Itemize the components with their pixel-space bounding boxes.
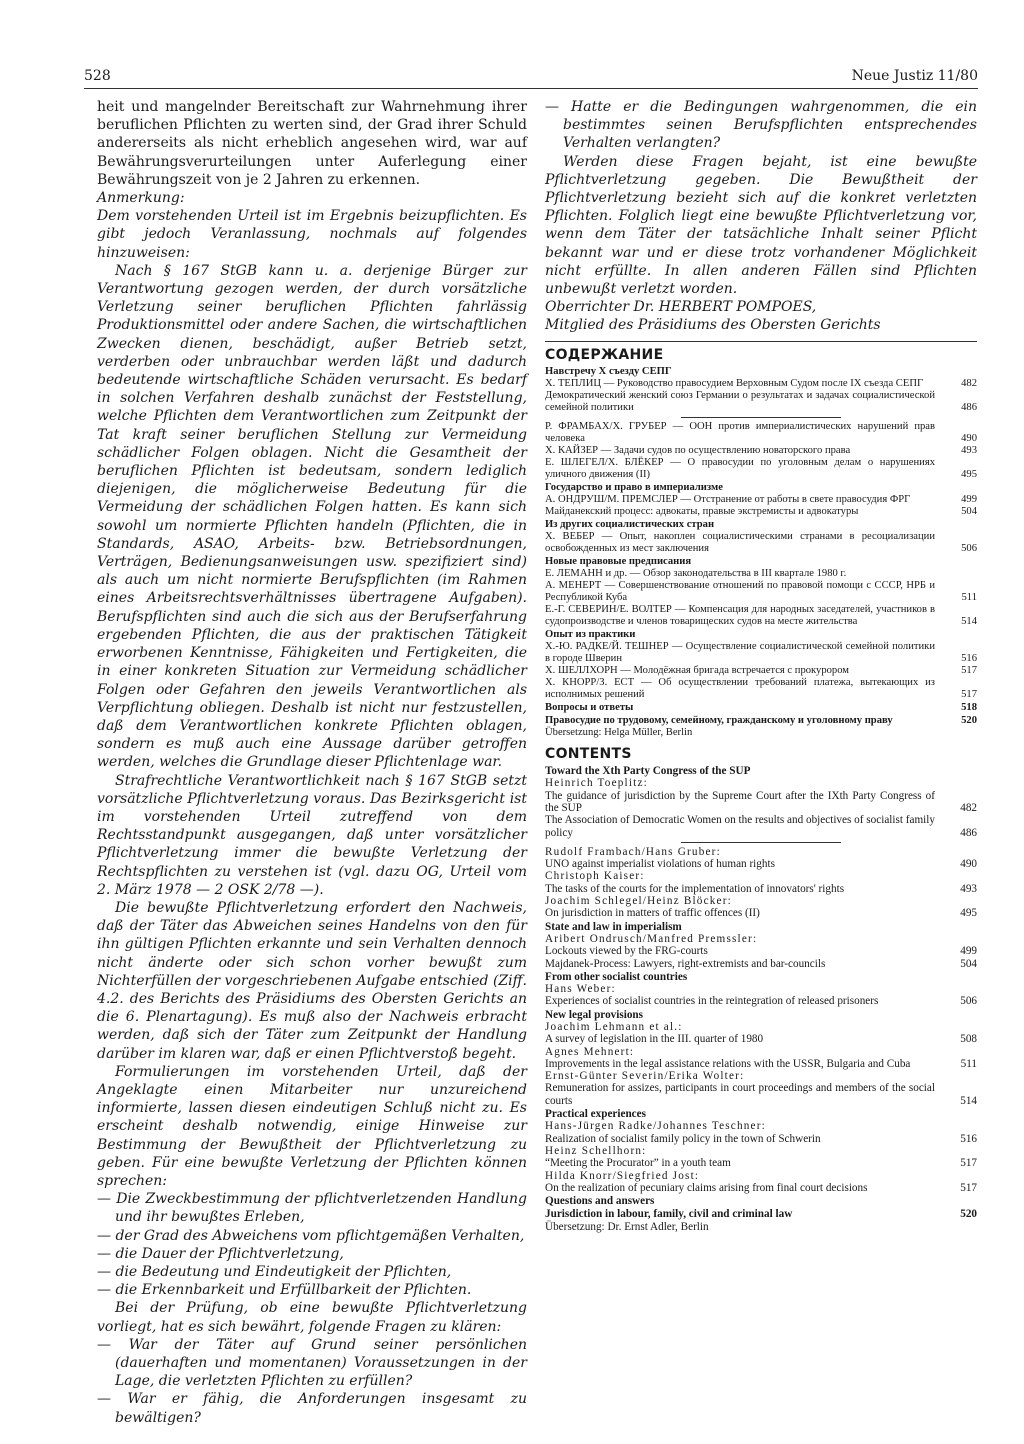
toc-page-number: 490 — [960, 858, 977, 871]
list-item: — der Grad des Abweichens vom pflichtgemäßen Verhalten, — [97, 1227, 525, 1244]
toc-entry — [545, 1133, 977, 1145]
toc-entry-text: The Association of Democratic Women on the results and objectives of socialist family policy — [545, 814, 935, 839]
toc-entry-text: Hans-Jürgen Radke/Johannes Teschner: — [545, 1120, 766, 1133]
toc-entry-text: А. МЕНЕРТ — Совершенствование отношений по правовой помощи с СССР, НРБ и Республикой Куба — [545, 579, 935, 603]
toc-entry-text: Вопросы и ответы — [545, 701, 634, 713]
toc-entry-text: Демократический женский союз Германии о результатах и задачах социалистической семейной политики — [545, 389, 935, 413]
toc-page-number: 506 — [961, 542, 977, 554]
list-item: — die Erkennbarkeit und Erfüllbarkeit der Pflichten. — [97, 1282, 472, 1299]
toc-entry — [545, 421, 977, 445]
toc-entry-text: Е. ЛЕМАНН и др. — Обзор законодательства в III квартале 1980 г. — [545, 567, 847, 579]
toc-page-number: 518 — [961, 701, 977, 713]
toc-entry — [545, 677, 977, 701]
toc-entry-text: Rudolf Frambach/Hans Gruber: — [545, 845, 721, 858]
list-item: — War der Täter auf Grund seiner persönlichen (dauerhaften und momentanen) Voraussetzungen in der Lage, die verletzten Pflichten zu erfüllen? — [97, 1336, 527, 1390]
toc-entry-text: Правосудие по трудовому, семейному, гражданскому и уголовному праву — [545, 714, 893, 726]
paragraph: Strafrechtliche Verantwortlichkeit nach § 167 StGB setzt vorsätzliche Pflichtverletzung voraus. Das Bezirksgericht ist im vorstehenden Urteil zutreffend von dem Rechtsstandpunkt ausgegangen, daß unter vorsätzlicher Pflichtverletzung immer die bewußte Verletzung der Rechtspflichten zu verstehen ist (vgl. dazu OG, Urteil vom 2. März 1978 — 2 OSK 2/78 —). — [97, 772, 527, 898]
toc-entry — [545, 727, 977, 739]
toc-category — [545, 1009, 977, 1021]
toc-page-number: 506 — [960, 995, 977, 1008]
toc-entry — [545, 995, 977, 1007]
toc-page-number: 493 — [961, 444, 977, 456]
toc-author — [545, 1070, 977, 1082]
toc-entry-text: Jurisdiction in labour, family, civil and criminal law — [545, 1208, 793, 1221]
list-item: — War er fähig, die Anforderungen insgesamt zu bewältigen? — [97, 1391, 527, 1426]
toc-page-number: 482 — [961, 377, 977, 389]
toc-entry-text: Государство и право в империализме — [545, 481, 723, 493]
ru-table-of-contents — [545, 366, 977, 739]
toc-category — [545, 519, 977, 531]
toc-category — [545, 1108, 977, 1120]
toc-entry-text: New legal provisions — [545, 1008, 643, 1021]
toc-page-number: 517 — [961, 664, 977, 676]
toc-page-number: 514 — [960, 1094, 977, 1107]
toc-page-number: 499 — [961, 493, 977, 505]
toc-entry-text: The tasks of the courts for the implementation of innovators' rights — [545, 882, 845, 895]
toc-entry — [545, 580, 977, 604]
right-column-text — [545, 98, 977, 335]
toc-page-number: 514 — [961, 615, 977, 627]
toc-category — [545, 556, 977, 568]
list-item: — die Dauer der Pflichtverletzung, — [97, 1245, 344, 1262]
toc-entry-text: On the realization of pecuniary claims arising from final court decisions — [545, 1181, 868, 1194]
toc-page-number: 517 — [960, 1157, 977, 1170]
ru-toc-title: СОДЕРЖАНИЕ — [545, 346, 664, 363]
toc-category — [545, 1208, 977, 1220]
toc-entry — [545, 945, 977, 957]
paragraph: heit und mangelnder Bereitschaft zur Wahrnehmung ihrer beruflichen Pflichten zu werten sind, der Grad ihrer Schuld andererseits als nicht erheblich angesehen wird, war auf Bewährungsverurteilungen unter Auferlegung einer Bewährungszeit von je 2 Jahren zu erkennen. — [97, 99, 527, 188]
toc-entry — [545, 1182, 977, 1194]
toc-entry — [545, 814, 977, 839]
toc-entry — [545, 907, 977, 919]
toc-entry-text: Е. ШЛЕГЕЛ/Х. БЛЁКЕР — О правосудии по уголовным делам о нарушениях уличного движения (II) — [545, 456, 935, 480]
left-column — [97, 98, 527, 1427]
toc-entry-text: Questions and answers — [545, 1195, 655, 1208]
toc-entry-text: UNO against imperialist violations of human rights — [545, 858, 775, 871]
toc-divider — [545, 341, 977, 342]
toc-entry-text: Christoph Kaiser: — [545, 870, 645, 883]
toc-entry — [545, 641, 977, 665]
toc-entry-text: Навстречу X съезду СЕПГ — [545, 365, 672, 377]
page-header — [84, 66, 978, 89]
toc-entry — [545, 531, 977, 555]
toc-entry — [545, 506, 977, 518]
toc-entry — [545, 958, 977, 970]
toc-entry-text: Х. ТЕПЛИЦ — Руководство правосудием Верховным Судом после IX съезда СЕПГ — [545, 377, 924, 389]
toc-author — [545, 870, 977, 882]
toc-page-number: 499 — [960, 945, 977, 958]
toc-page-number: 486 — [960, 826, 977, 839]
toc-entry — [545, 445, 977, 457]
toc-entry-text: Х. ШЕЛЛХОРН — Молодёжная бригада встречается с прокурором — [545, 664, 850, 676]
toc-entry-text: Realization of socialist family policy in the town of Schwerin — [545, 1132, 821, 1145]
toc-entry-text: Heinrich Toeplitz: — [545, 777, 648, 790]
toc-entry-text: Aribert Ondrusch/Manfred Premssler: — [545, 932, 758, 945]
toc-entry-text: Е.-Г. СЕВЕРИН/Е. ВОЛТЕР — Компенсация для народных заседателей, участников в судопроизводстве и членов товарищеских судов на месте жительства — [545, 603, 935, 627]
toc-page-number: 517 — [961, 688, 977, 700]
toc-category — [545, 765, 977, 777]
toc-category — [545, 921, 977, 933]
toc-entry-text: Joachim Schlegel/Heinz Blöcker: — [545, 895, 732, 908]
toc-page-number: 495 — [961, 468, 977, 480]
toc-entry — [545, 568, 977, 580]
toc-entry-text: Майданекский процесс: адвокаты, правые экстремисты и адвокатуры — [545, 505, 859, 517]
toc-entry-text: Hilda Knorr/Siegfried Jost: — [545, 1169, 700, 1182]
toc-entry — [545, 883, 977, 895]
toc-author — [545, 933, 977, 945]
toc-entry — [545, 378, 977, 390]
toc-page-number: 504 — [960, 957, 977, 970]
toc-entry-text: Х. КАЙЗЕР — Задачи судов по осуществлению новаторского права — [545, 444, 851, 456]
toc-entry — [545, 1058, 977, 1070]
toc-category — [545, 1195, 977, 1207]
toc-entry-text: Majdanek-Process: Lawyers, right-extremists and bar-councils — [545, 957, 826, 970]
list-item: — die Bedeutung und Eindeutigkeit der Pflichten, — [97, 1264, 452, 1280]
toc-entry — [545, 790, 977, 815]
toc-entry-text: On jurisdiction in matters of traffic offences (II) — [545, 907, 760, 920]
toc-category — [545, 971, 977, 983]
paragraph: Dem vorstehenden Urteil ist im Ergebnis beizupflichten. Es gibt jedoch Veranlassung, nochmals auf folgendes hinzuweisen: — [97, 208, 527, 261]
toc-separator — [681, 417, 841, 418]
paragraph: Oberrichter Dr. HERBERT POMPOES, — [545, 299, 817, 316]
toc-entry-text: State and law in imperialism — [545, 920, 682, 933]
page-number: 528 — [84, 68, 111, 84]
paragraph: Anmerkung: — [97, 190, 185, 207]
toc-entry — [545, 494, 977, 506]
toc-author — [545, 1120, 977, 1132]
en-table-of-contents — [545, 765, 977, 1233]
toc-entry-text: Lockouts viewed by the FRG-courts — [545, 945, 708, 958]
toc-category — [545, 702, 977, 714]
toc-entry — [545, 390, 977, 414]
toc-author — [545, 1046, 977, 1058]
toc-entry-text: Ernst-Günter Severin/Erika Wolter: — [545, 1070, 745, 1083]
toc-entry — [545, 665, 977, 677]
toc-category — [545, 629, 977, 641]
toc-author — [545, 1021, 977, 1033]
toc-entry-text: Х. КНОРР/З. ЕСТ — Об осуществлении требований платежа, вытекающих из исполнимых решений — [545, 676, 935, 700]
toc-entry-text: Übersetzung: Helga Müller, Berlin — [545, 726, 693, 738]
toc-entry-text: The guidance of jurisdiction by the Supreme Court after the IXth Party Congress of the SUP — [545, 789, 935, 814]
toc-entry-text: “Meeting the Procurator” in a youth team — [545, 1157, 731, 1170]
toc-entry-text: Experiences of socialist countries in the reintegration of released prisoners — [545, 995, 879, 1008]
toc-page-number: 495 — [960, 907, 977, 920]
toc-entry-text: Improvements in the legal assistance relations with the USSR, Bulgaria and Cuba — [545, 1057, 911, 1070]
toc-page-number: 516 — [960, 1132, 977, 1145]
toc-author — [545, 777, 977, 789]
toc-author — [545, 895, 977, 907]
toc-entry-text: Toward the Xth Party Congress of the SUP — [545, 765, 751, 778]
toc-entry — [545, 457, 977, 481]
toc-page-number: 511 — [960, 1057, 977, 1070]
toc-entry-text: Practical experiences — [545, 1108, 646, 1121]
paragraph: Die bewußte Pflichtverletzung erfordert den Nachweis, daß der Täter das Abweichen seines Handelns von den für ihn gültigen Pflichten erkannte und sein Verhalten dennoch nicht änderte oder sich schon vorher bewußt zum Nichterfüllen der vorgeschriebenen Aufgabe entschied (Ziff. 4.2. des Berichts des Präsidiums des Obersten Gerichts an die 6. Plenartagung). Es muß also der Nachweis erbracht werden, daß sich der Täter zum Zeitpunkt der Handlung darüber im klaren war, daß er einen Pflichtverstoß begeht. — [97, 899, 527, 1062]
toc-entry-text: Heinz Schellhorn: — [545, 1144, 647, 1157]
toc-entry — [545, 858, 977, 870]
toc-entry-text: Х. ВЕБЕР — Опыт, накоплен социалистическими странами в ресоциализации освобожденных из мест заключения — [545, 530, 935, 554]
right-column — [545, 98, 977, 1233]
toc-category — [545, 366, 977, 378]
paragraph: Mitglied des Präsidiums des Obersten Gerichts — [545, 317, 881, 334]
list-item: — Die Zweckbestimmung der pflichtverletzenden Handlung und ihr bewußtes Erleben, — [97, 1191, 527, 1226]
paragraph: Nach § 167 StGB kann u. a. derjenige Bürger zur Verantwortung gezogen werden, der durch vorsätzliche Verletzung seiner beruflichen Pflichten fahrlässig Produktionsmittel oder andere Sachen, die wirtschaftlichen Zwecken dienen, beschädigt, außer Betrieb setzt, verderben oder unbrauchbar werden läßt und dadurch bedeutende wirtschaftliche Schäden verursacht. Es bedarf in solchen Verfahren deshalb zunächst der Feststellung, welche Pflichten dem Verantwortlichen zum Zeitpunkt der Tat kraft seiner beruflichen Stellung zur Vermeidung schädlicher Folgen oblagen. Nicht die Gesamtheit der beruflichen Pflichten ist bedeutsam, sondern lediglich diejenigen, die möglicherweise Bedeutung für die Vermeidung der schädlichen Folgen hatten. Es kann sich sowohl um normierte Pflichten handeln (Pflichten, die in Standards, ASAO, Arbeits- bzw. Betriebsordnungen, Verträgen, Bedienungsanweisungen usw. spezifiziert sind) als auch um nicht normierte Berufspflichten (im Rahmen eines Arbeitsrechtsverhältnisses übertragene Aufgaben). Berufspflichten sind auch die sich aus der Berufserfahrung ergebenden Pflichten, die aus der praktischen Tätigkeit erworbenen Kenntnisse, Fähigkeiten und Fertigkeiten, die in einer konkreten Situation zur Vermeidung schädlicher Folgen oder Gefahren den jeweils Verantwortlichen als Verpflichtung obliegen. Deshalb ist nicht nur festzustellen, daß dem Verantwortlichen konkrete Pflichten oblagen, sondern es muß auch eine Aussage darüber getroffen werden, welches die Grundlage dieser Pflichtenlage war. — [97, 262, 527, 771]
toc-author — [545, 983, 977, 995]
toc-author — [545, 1170, 977, 1182]
toc-separator — [681, 842, 841, 843]
toc-author — [545, 1145, 977, 1157]
toc-entry-text: Übersetzung: Dr. Ernst Adler, Berlin — [545, 1220, 709, 1233]
paragraph: Werden diese Fragen bejaht, ist eine bewußte Pflichtverletzung gegeben. Die Bewußtheit der Pflichtverletzung bezieht sich auf die konkret verletzten Pflichten. Folglich liegt eine bewußte Pflichtverletzung vor, wenn dem Täter der tatsächliche Inhalt seiner Pflicht bekannt war und er diese trotz vorhandener Möglichkeit nicht erfüllte. In allen anderen Fällen sind Pflichten unbewußt verletzt worden. — [545, 153, 977, 298]
toc-category — [545, 715, 977, 727]
toc-entry-text: Х.-Ю. РАДКЕ/Й. ТЕШНЕР — Осуществление социалистической семейной политики в городе Шверин — [545, 640, 935, 664]
toc-page-number: 493 — [960, 882, 977, 895]
list-item: — Hatte er die Bedingungen wahrgenommen, die ein bestimmtes seinen Berufspflichten entsprechendes Verhalten verlangten? — [545, 99, 977, 152]
toc-page-number: 486 — [961, 401, 977, 413]
toc-author — [545, 846, 977, 858]
toc-entry-text: Hans Weber: — [545, 983, 616, 996]
toc-entry-text: Remuneration for assizes, participants in court proceedings and members of the social courts — [545, 1082, 935, 1107]
toc-entry — [545, 1221, 977, 1233]
toc-entry-text: From other socialist countries — [545, 970, 688, 983]
toc-entry — [545, 1157, 977, 1169]
toc-entry-text: Joachim Lehmann et al.: — [545, 1020, 683, 1033]
en-toc-title: CONTENTS — [545, 745, 632, 762]
toc-page-number: 504 — [961, 505, 977, 517]
toc-page-number: 516 — [961, 652, 977, 664]
toc-page-number: 511 — [961, 591, 977, 603]
toc-entry — [545, 1033, 977, 1045]
toc-page-number: 520 — [960, 1208, 977, 1221]
toc-page-number: 482 — [960, 801, 977, 814]
toc-page-number: 490 — [961, 432, 977, 444]
toc-entry-text: Опыт из практики — [545, 628, 636, 640]
toc-page-number: 520 — [961, 714, 977, 726]
toc-category — [545, 482, 977, 494]
paragraph: Formulierungen im vorstehenden Urteil, daß der Angeklagte einen Mitarbeiter nur unzureichend informierte, lassen diesen eindeutigen Schluß nicht zu. Es erscheint deshalb notwendig, einige Hinweise zur Bestimmung der Bewußtheit der Pflichtverletzung zu geben. Für eine bewußte Verletzung der Pflichten können sprechen: — [97, 1063, 527, 1189]
toc-page-number: 508 — [960, 1033, 977, 1046]
paragraph: Bei der Prüfung, ob eine bewußte Pflichtverletzung vorliegt, hat es sich bewährt, folgende Fragen zu klären: — [97, 1300, 527, 1335]
toc-entry — [545, 604, 977, 628]
toc-entry-text: А. ОНДРУШ/М. ПРЕМСЛЕР — Отстранение от работы в свете правосудия ФРГ — [545, 493, 911, 505]
toc-entry-text: A survey of legislation in the III. quarter of 1980 — [545, 1033, 764, 1046]
toc-entry-text: Р. ФРАМБАХ/Х. ГРУБЕР — ООН против империалистических нарушений прав человека — [545, 420, 935, 444]
toc-page-number: 517 — [960, 1181, 977, 1194]
toc-entry-text: Agnes Mehnert: — [545, 1045, 635, 1058]
toc-entry-text: Из других социалистических стран — [545, 518, 715, 530]
toc-entry — [545, 1082, 977, 1107]
journal-title: Neue Justiz 11/80 — [851, 68, 978, 84]
toc-entry-text: Новые правовые предписания — [545, 555, 692, 567]
